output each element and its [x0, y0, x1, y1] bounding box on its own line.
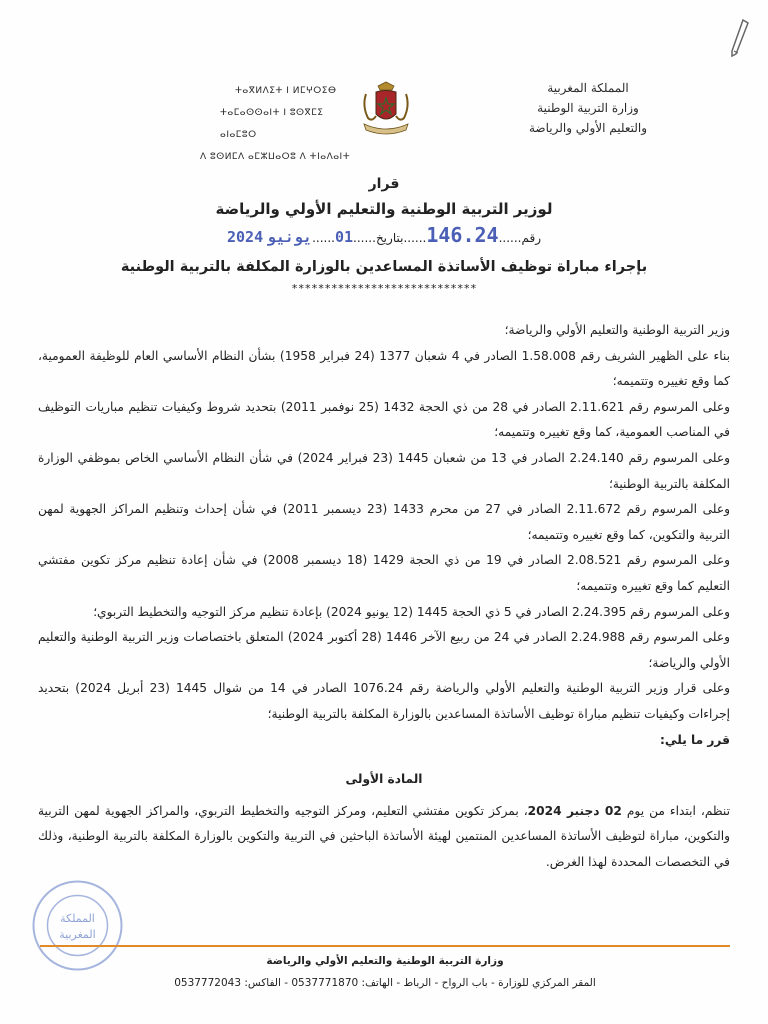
seal-text-2: المغربية: [59, 928, 96, 941]
body-decision: قرر ما يلي:: [660, 732, 730, 747]
header-ministry: وزارة التربية الوطنية: [537, 101, 639, 115]
body-paragraph-2: وعلى المرسوم رقم 2.11.621 الصادر في 28 من ذي الحجة 1432 (25 نوفمبر 2011) بتحديد شروط وكيفيات تنظيم مباريات التوظيف في المناصب العمومية، كما وقع تغييره وتتميمه؛: [38, 399, 730, 440]
decree-reference: رقم......146.24......بتاريخ......01......يونيو 2024: [226, 223, 541, 247]
header-ministry-2: والتعليم الأولي والرياضة: [528, 121, 648, 135]
decree-body: [38, 318, 730, 875]
body-paragraph-1: بناء على الظهير الشريف رقم 1.58.008 الصادر في 4 شعبان 1377 (24 فبراير 1958) بشأن النظام الأساسي العام للوظيفة العمومية، كما وقع تغييره وتتميمه؛: [38, 348, 731, 389]
article-1-text: [38, 799, 730, 876]
body-paragraph-3: وعلى المرسوم رقم 2.24.140 الصادر في 13 من شعبان 1445 (23 فبراير 2024) في شأن النظام الأساسي الخاص بموظفي الوزارة المكلفة بالتربية الوطنية؛: [38, 450, 730, 491]
decree-separator: ****************************: [291, 282, 477, 295]
footer-rule: [40, 945, 730, 947]
ref-middle: بتاريخ: [375, 231, 404, 245]
coat-of-arms-emblem: [356, 80, 416, 140]
decree-title-block: [60, 172, 708, 297]
pen-icon: [728, 18, 750, 58]
decree-month-stamp: يونيو: [266, 228, 313, 246]
footer-ministry: وزارة التربية الوطنية والتعليم الأولي والرياضة: [266, 955, 504, 967]
article-1-title: المادة الأولى: [345, 772, 423, 787]
header-tifinagh-1: ⵜⴰⴳⵍⴷⵉⵜ ⵏ ⵍⵎⵖⵔⵉⴱ: [235, 86, 337, 96]
decree-minister: لوزير التربية الوطنية والتعليم الأولي والرياضة: [215, 200, 553, 218]
body-paragraph-8: وعلى قرار وزير التربية الوطنية والتعليم الأولي والرياضة رقم 1076.24 الصادر في 14 من شوال 1445 (23 أبريل 2024) بتحديد إجراءات وكيفيات تنظيم مباراة توظيف الأساتذة المساعدين بالوزارة المكلفة بالتربية الوطنية؛: [38, 681, 731, 721]
decree-year-stamp: 2024: [226, 228, 264, 246]
body-paragraph-7: وعلى المرسوم رقم 2.24.988 الصادر في 24 من ربيع الآخر 1446 (28 أكتوبر 2024) المتعلق باختصاصات وزير التربية الوطنية والتعليم الأولي والرياضة؛: [38, 630, 730, 670]
body-intro: وزير التربية الوطنية والتعليم الأولي والرياضة؛: [504, 323, 730, 337]
seal-text-1: المملكة: [60, 912, 95, 925]
article-1-text-post: ، بمركز تكوين مفتشي التعليم، ومركز التوجيه والتخطيط التربوي، والمراكز الجهوية لمهن التربية والتكوين، مباراة لتوظيف الأساتذة المساعدين المنتمين لهيئة الأساتذة الباحثين في التربية والتكوين بالوزارة المكلفة بالتربية الوطنية، وذلك في التخصصات المحددة لهذا الغرض.: [38, 803, 730, 869]
decree-subject: بإجراء مباراة توظيف الأساتذة المساعدين بالوزارة المكلفة بالتربية الوطنية: [120, 259, 648, 275]
ministry-header-tifinagh: [200, 80, 360, 168]
decree-day-stamp: 01: [334, 228, 354, 246]
footer-address: المقر المركزي للوزارة - باب الرواح - الرباط - الهاتف: 0537771870 - الفاكس: 0537772043: [174, 977, 596, 989]
page-footer: [40, 950, 730, 994]
ministry-header-arabic: [503, 78, 673, 138]
header-kingdom: المملكة المغربية: [547, 81, 629, 95]
body-paragraph-6: وعلى المرسوم رقم 2.24.395 الصادر في 5 ذي الحجة 1445 (12 يونيو 2024) بإعادة تنظيم مركز التوجيه والتخطيط التربوي؛: [93, 604, 730, 619]
article-1-text-pre: تنظم، ابتداء من يوم: [621, 803, 730, 818]
header-tifinagh-2: ⵜⴰⵎⴰⵙⵙⴰⵏⵜ ⵏ ⵓⵙⴳⵎⵉ ⴰⵏⴰⵎⵓⵔ: [220, 108, 324, 140]
decree-number-stamp: 146.24: [426, 223, 499, 247]
body-paragraph-4: وعلى المرسوم رقم 2.11.672 الصادر في 27 من محرم 1433 (23 ديسمبر 2011) في شأن إحداث وتنظيم المراكز الجهوية لمهن التربية والتكوين، كما وقع تغييره وتتميمه؛: [38, 502, 731, 542]
header-tifinagh-3: ⴷ ⵓⵙⵍⵎⴷ ⴰⵎⵣⵡⴰⵔⵓ ⴷ ⵜⵏⴰⴷⴰⵏⵜ: [200, 152, 351, 162]
decree-label: قرار: [368, 176, 400, 192]
body-paragraph-5: وعلى المرسوم رقم 2.08.521 الصادر في 19 من ذي الحجة 1429 (18 ديسمبر 2008) في شأن إعادة تنظيم مركز تكوين مفتشي التعليم كما وقع تغييره وتتميمه؛: [38, 553, 731, 593]
ref-prefix: رقم: [521, 231, 541, 245]
article-1-date: 02 دجنبر 2024: [527, 803, 622, 818]
